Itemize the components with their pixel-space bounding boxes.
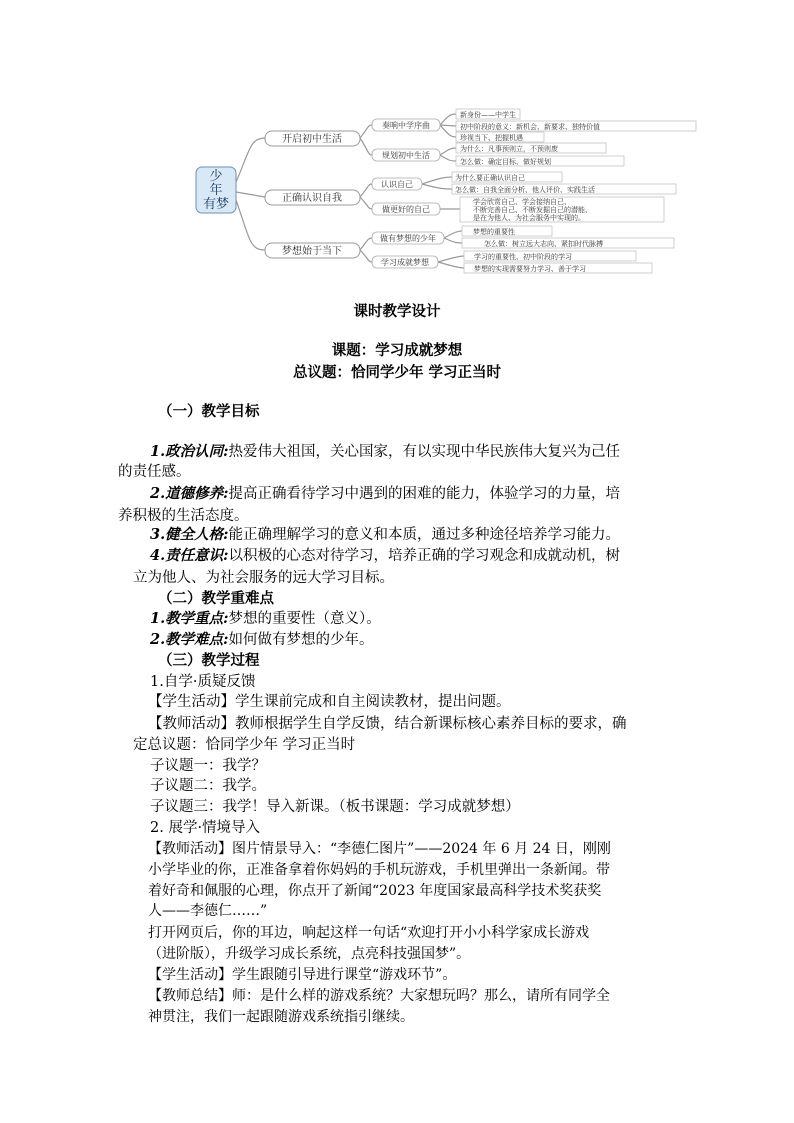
sub-topic-2: 子议题二：我学。 xyxy=(150,778,266,794)
keypoint-2-text: 如何做有梦想的少年。 xyxy=(228,632,374,648)
keypoint-1-text: 梦想的重要性（意义）。 xyxy=(228,611,381,627)
process-step-1-student: 【学生活动】学生课前完成和自主阅读教材，提出问题。 xyxy=(148,694,511,710)
goal-2-text: 提高正确看待学习中遇到的困难的能力，体验学习的力量，培 xyxy=(228,486,620,502)
process-step-1: 1.自学·质疑反馈 xyxy=(150,674,256,690)
mindmap-node-2-2-label: 做更好的自己 xyxy=(382,205,430,214)
process-step-2-teacher-line-2: 小学毕业的你，正准备拿着你妈妈的手机玩游戏，手机里弹出一条新闻。带 xyxy=(148,862,610,878)
mindmap-leaf-1-1-3-label: 珍视当下、把握机遇 xyxy=(460,134,523,142)
keypoint-2-label: 2.教学难点: xyxy=(150,631,229,648)
mindmap-branch-2-label: 正确认识自我 xyxy=(282,193,342,204)
process-step-2-teacher-line-3: 着好奇和佩服的心理，你点开了新闻“2023 年度国家最高科学技术奖获奖 xyxy=(148,883,602,899)
mindmap-branch-1-label: 开启初中生活 xyxy=(282,134,342,145)
section-objectives-heading: （一）教学目标 xyxy=(158,403,260,420)
keypoint-1 xyxy=(150,609,381,629)
mindmap-node-1-2-label: 规划初中生活 xyxy=(382,151,430,160)
mindmap-node-1-1-label: 奏响中学序曲 xyxy=(382,121,430,130)
goal-1-label: 1.政治认同: xyxy=(150,443,229,460)
goal-4 xyxy=(150,546,620,566)
mindmap-node-2-1-label: 认识自己 xyxy=(381,180,413,189)
doc-heading: 课时教学设计 xyxy=(353,303,441,320)
process-step-2-student: 【学生活动】学生跟随引导进行课堂“游戏环节”。 xyxy=(148,967,457,983)
mindmap-branch-3-label: 梦想始于当下 xyxy=(282,246,342,257)
goal-4-cont: 立为他人、为社会服务的远大学习目标。 xyxy=(133,570,394,586)
doc-main-topic: 总议题：恰同学少年 学习正当时 xyxy=(292,364,502,381)
sub-topic-1: 子议题一：我学？ xyxy=(150,758,266,774)
mindmap-root-char-2: 年 xyxy=(209,183,223,198)
section-process-heading: （三）教学过程 xyxy=(158,652,260,669)
mindmap-leaf-1-2-2-label: 怎么做：确定目标、做好规划 xyxy=(460,158,551,166)
goal-4-label: 4.责任意识: xyxy=(150,547,229,564)
process-step-1-teacher: 【教师活动】教师根据学生自学反馈，结合新课标核心素养目标的要求，确 xyxy=(148,716,627,732)
process-step-2-summary-line-2: 神贯注，我们一起跟随游戏系统指引继续。 xyxy=(148,1009,414,1025)
goal-3-text: 能正确理解学习的意义和本质，通过多种途径培养学习能力。 xyxy=(228,527,620,543)
section-keypoints-heading: （二）教学重难点 xyxy=(158,590,274,607)
goal-2 xyxy=(150,484,620,504)
mindmap-root-char-1: 少 xyxy=(209,169,223,184)
mindmap-leaf-2-1-1-label: 为什么要正确认识自己 xyxy=(455,174,525,182)
goal-1 xyxy=(150,442,620,462)
mindmap-leaf-2-2-line-2: 不断完善自己、不断发掘自己的潜能、 xyxy=(473,206,592,214)
mindmap-root-char-3: 有梦 xyxy=(202,197,230,212)
mindmap-leaf-3-2-1-label: 学习的重要性、初中阶段的学习 xyxy=(474,253,572,261)
process-step-1-teacher-cont: 定总议题：恰同学少年 学习正当时 xyxy=(133,737,356,753)
goal-3-label: 3.健全人格: xyxy=(150,526,229,543)
goal-1-text: 热爱伟大祖国，关心国家，有以实现中华民族伟大复兴为己任 xyxy=(228,444,620,460)
keypoint-2 xyxy=(150,630,374,650)
doc-topic: 课题：学习成就梦想 xyxy=(331,342,463,359)
sub-topic-3: 子议题三：我学！导入新课。（板书课题：学习成就梦想） xyxy=(150,799,520,815)
process-step-2-teacher-line-1: 【教师活动】图片情景导入：“李德仁图片”——2024 年 6 月 24 日，刚刚 xyxy=(148,841,611,857)
mindmap-node-3-1-label: 做有梦想的少年 xyxy=(380,234,436,243)
goal-3 xyxy=(150,525,620,545)
mindmap-node-3-2-label: 学习成就梦想 xyxy=(381,258,429,267)
mindmap-leaf-2-2-line-1: 学会欣赏自己、学会接纳自己、 xyxy=(473,198,571,206)
mindmap-leaf-2-2-line-3: 是在为他人、为社会服务中实现的。 xyxy=(473,214,585,222)
mindmap-leaf-2-1-2-label: 怎么做：自我全面分析、他人评价、实践生活 xyxy=(455,186,595,194)
mindmap-leaf-3-1-2-label: 怎么做：树立远大志向、紧扣时代脉搏 xyxy=(484,240,603,248)
process-step-2: 2. 展学·情境导入 xyxy=(150,820,261,836)
mindmap-leaf-3-2-2-label: 梦想的实现需要努力学习、善于学习 xyxy=(474,265,586,273)
process-step-2-intro-line-1: 打开网页后，你的耳边，响起这样一句话“欢迎打开小小科学家成长游戏 xyxy=(148,925,590,941)
mindmap-leaf-1-2-1-label: 为什么：凡事预则立，不预则废 xyxy=(460,145,558,153)
process-step-2-intro-line-2: （进阶版），升级学习成长系统，点亮科技强国梦”。 xyxy=(148,946,471,962)
process-step-2-summary-line-1: 【教师总结】师：是什么样的游戏系统？大家想玩吗？那么，请所有同学全 xyxy=(148,988,610,1004)
process-step-2-teacher-line-4: 人——李德仁……” xyxy=(148,903,268,919)
goal-2-cont: 养积极的生活态度。 xyxy=(118,508,249,524)
goal-1-cont: 的责任感。 xyxy=(118,464,191,480)
keypoint-1-label: 1.教学重点: xyxy=(150,610,229,627)
mindmap-leaf-3-1-1-label: 梦想的重要性 xyxy=(473,228,515,236)
mind-map xyxy=(0,0,794,290)
goal-4-text: 以积极的心态对待学习，培养正确的学习观念和成就动机，树 xyxy=(228,548,620,564)
mindmap-leaf-1-1-2-label: 初中阶段的意义：新机会、新要求、独特价值 xyxy=(460,123,600,131)
goal-2-label: 2.道德修养: xyxy=(150,485,229,502)
mindmap-leaf-1-1-1-label: 新身份——中学生 xyxy=(460,111,516,119)
